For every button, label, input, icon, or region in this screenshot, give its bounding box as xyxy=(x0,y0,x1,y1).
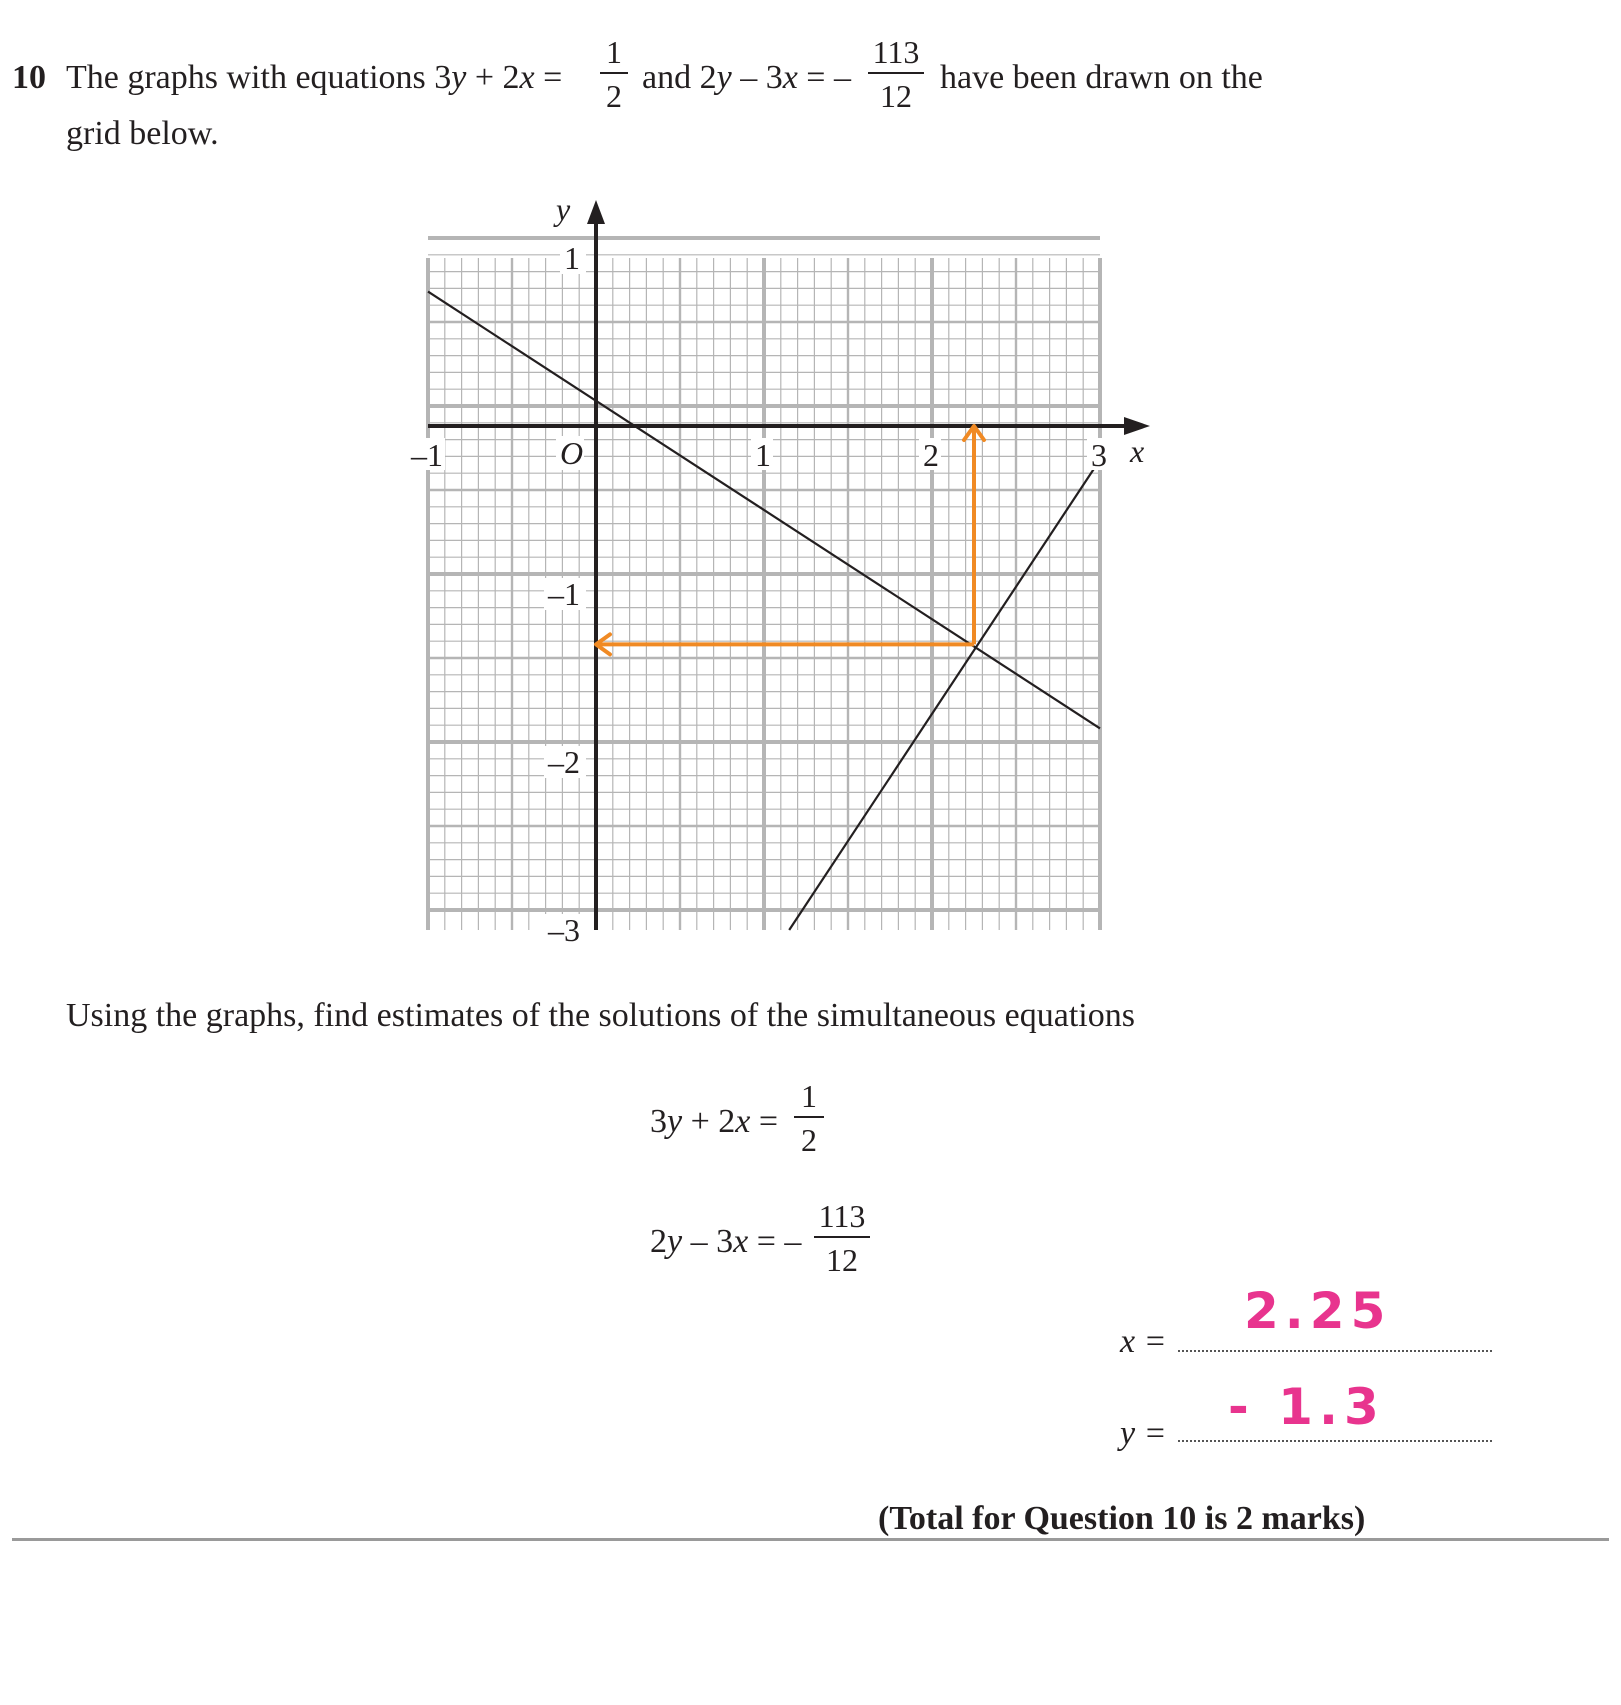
fraction-bar xyxy=(868,72,924,74)
question-line-1 xyxy=(12,58,46,98)
fraction-denominator: 2 xyxy=(606,78,622,114)
x-tick-label-3: 3 xyxy=(1091,437,1107,473)
fraction-half-header xyxy=(600,34,628,114)
y-tick-label--3: –3 xyxy=(548,912,580,948)
fraction-bar xyxy=(600,72,628,74)
fraction-numerator: 113 xyxy=(872,34,920,70)
grid xyxy=(428,238,1100,930)
question-text-after: have been drawn on the xyxy=(940,59,1263,96)
origin-label: O xyxy=(560,435,584,471)
question-text-line-2: grid below. xyxy=(66,115,219,152)
fraction-denominator: 2 xyxy=(801,1122,817,1158)
x-answer-line[interactable] xyxy=(1178,1350,1492,1352)
question-text-part-1 xyxy=(66,58,562,98)
axis-labels xyxy=(407,191,1144,948)
y-axis-arrowhead xyxy=(587,200,605,224)
x-answer-value: 2.25 xyxy=(1244,1282,1392,1340)
x-tick-label-2: 2 xyxy=(923,437,939,473)
question-number: 10 xyxy=(12,59,46,96)
fraction-bar xyxy=(814,1236,870,1238)
fraction-denominator: 12 xyxy=(826,1242,858,1278)
instruction-text: Using the graphs, find estimates of the solutions of the simultaneous equations xyxy=(66,997,1135,1034)
equation-1-fraction xyxy=(794,1078,824,1158)
axes xyxy=(428,200,1150,930)
y-tick-label-1: 1 xyxy=(564,240,580,276)
fraction-numerator: 1 xyxy=(606,34,622,70)
y-tick-label--2: –2 xyxy=(548,744,580,780)
coordinate-grid-graph xyxy=(380,190,1180,970)
y-answer-label: y = xyxy=(1120,1415,1167,1452)
x-answer-label: x = xyxy=(1120,1323,1167,1360)
fraction-denominator: 12 xyxy=(880,78,912,114)
bottom-rule xyxy=(12,1538,1609,1541)
fraction-113-12-header xyxy=(868,34,924,114)
equation-2-fraction xyxy=(814,1198,870,1278)
fraction-bar xyxy=(794,1116,824,1118)
question-and-text: and 2y – 3x = – xyxy=(642,59,851,96)
y-answer-value: - 1.3 xyxy=(1228,1378,1385,1436)
fraction-numerator: 113 xyxy=(818,1198,866,1234)
intro-text: The graphs with equations 3y + 2x = xyxy=(66,59,563,96)
fraction-numerator: 1 xyxy=(801,1078,817,1114)
y-answer-line[interactable] xyxy=(1178,1440,1492,1442)
y-axis-label: y xyxy=(556,191,571,227)
x-axis-label: x xyxy=(1130,433,1145,469)
equation-1-text: 3y + 2x = xyxy=(650,1103,779,1140)
equation-2-text: 2y – 3x = – xyxy=(650,1223,802,1260)
y-tick-label--1: –1 xyxy=(548,576,580,612)
x-tick-label--1: –1 xyxy=(411,437,443,473)
x-tick-label-1: 1 xyxy=(755,437,771,473)
total-marks: (Total for Question 10 is 2 marks) xyxy=(878,1500,1366,1537)
